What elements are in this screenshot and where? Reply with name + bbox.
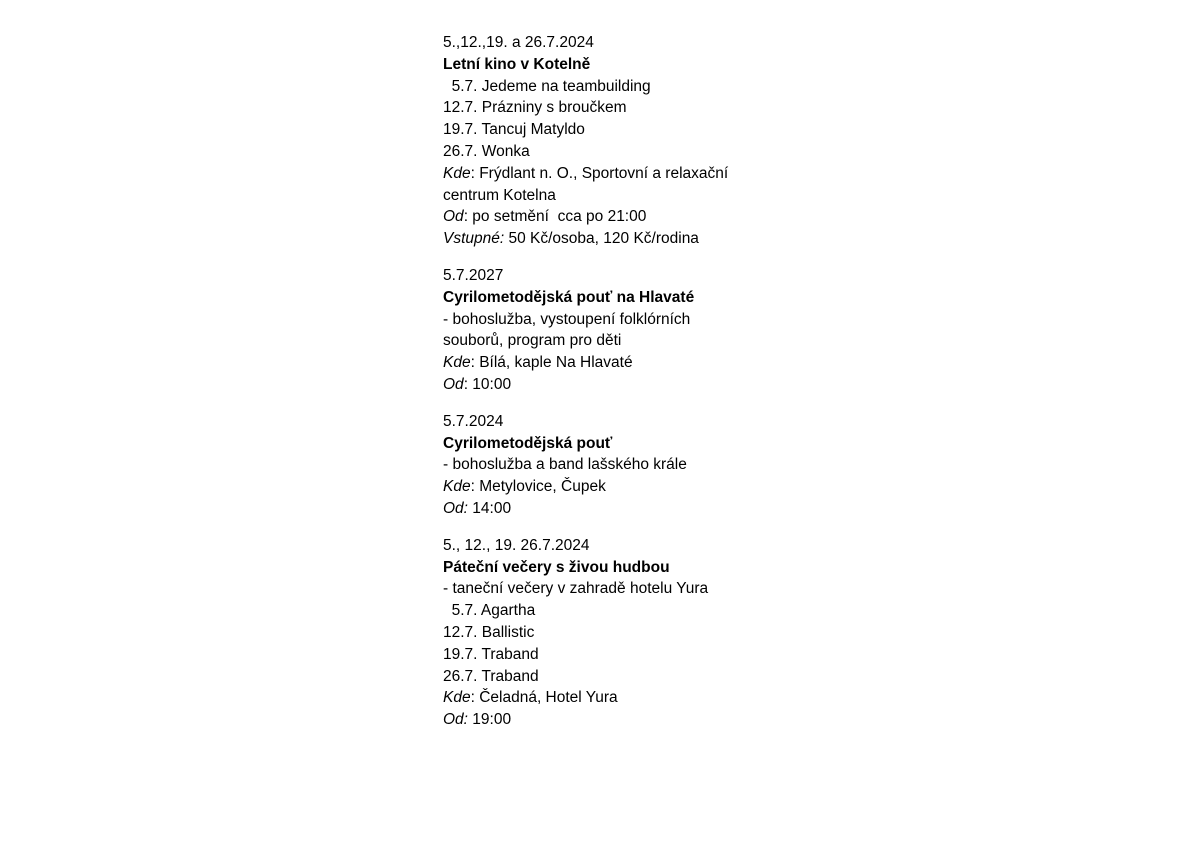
event-title: Páteční večery s živou hudbou <box>443 558 670 576</box>
event-location <box>443 687 773 709</box>
location-label: Kde <box>443 164 471 182</box>
event-detail: souborů, program pro děti <box>443 332 622 350</box>
admission-value: 50 Kč/osoba, 120 Kč/rodina <box>504 230 699 248</box>
event-title: Cyrilometodějská pouť <box>443 434 613 452</box>
location-label: Kde <box>443 689 471 707</box>
event-location <box>443 163 773 185</box>
event-date: 5.7.2024 <box>443 412 504 430</box>
location-label: Kde <box>443 354 471 372</box>
time-label: Od: <box>443 499 468 517</box>
event-date: 5.,12.,19. a 26.7.2024 <box>443 34 594 51</box>
event-detail: - bohoslužba, vystoupení folklórních <box>443 310 691 328</box>
event-location <box>443 352 773 374</box>
time-label: Od: <box>443 711 468 729</box>
time-value: 14:00 <box>467 499 512 517</box>
event-list <box>443 32 773 746</box>
event-time <box>443 498 773 520</box>
event-pout-cupek <box>443 411 773 520</box>
event-detail: - bohoslužba a band lašského krále <box>443 456 687 474</box>
time-value: : 10:00 <box>463 375 512 393</box>
location-value: : Frýdlant n. O., Sportovní a relaxační <box>470 164 729 182</box>
event-detail: 12.7. Prázniny s broučkem <box>443 99 627 117</box>
time-label: Od <box>443 375 464 393</box>
event-detail: 5.7. Jedeme na teambuilding <box>443 77 651 95</box>
event-detail: 5.7. Agartha <box>443 602 536 620</box>
location-value: : Bílá, kaple Na Hlavaté <box>470 354 633 372</box>
location-value-continued: centrum Kotelna <box>443 186 556 204</box>
time-value: : po setmění cca po 21:00 <box>463 208 647 226</box>
event-date: 5., 12., 19. 26.7.2024 <box>443 536 590 554</box>
event-title: Letní kino v Kotelně <box>443 55 591 73</box>
event-patecni-vecery <box>443 535 773 731</box>
event-pout-hlavata <box>443 265 773 396</box>
event-detail: 19.7. Traband <box>443 645 539 663</box>
location-value: : Metylovice, Čupek <box>470 478 606 496</box>
event-detail: 26.7. Wonka <box>443 142 530 160</box>
event-detail: 26.7. Traband <box>443 667 539 685</box>
event-detail: - taneční večery v zahradě hotelu Yura <box>443 580 709 598</box>
event-location <box>443 476 773 498</box>
location-value: : Čeladná, Hotel Yura <box>470 689 618 707</box>
event-time <box>443 709 773 731</box>
event-time <box>443 374 773 396</box>
event-admission <box>443 228 773 250</box>
event-letni-kino <box>443 32 773 250</box>
admission-label: Vstupné: <box>443 230 505 248</box>
time-value: 19:00 <box>467 711 512 729</box>
event-detail: 12.7. Ballistic <box>443 623 535 641</box>
event-date: 5.7.2027 <box>443 266 504 284</box>
event-title: Cyrilometodějská pouť na Hlavaté <box>443 288 695 306</box>
location-label: Kde <box>443 478 471 496</box>
event-time <box>443 206 773 228</box>
event-detail: 19.7. Tancuj Matyldo <box>443 121 585 139</box>
time-label: Od <box>443 208 464 226</box>
